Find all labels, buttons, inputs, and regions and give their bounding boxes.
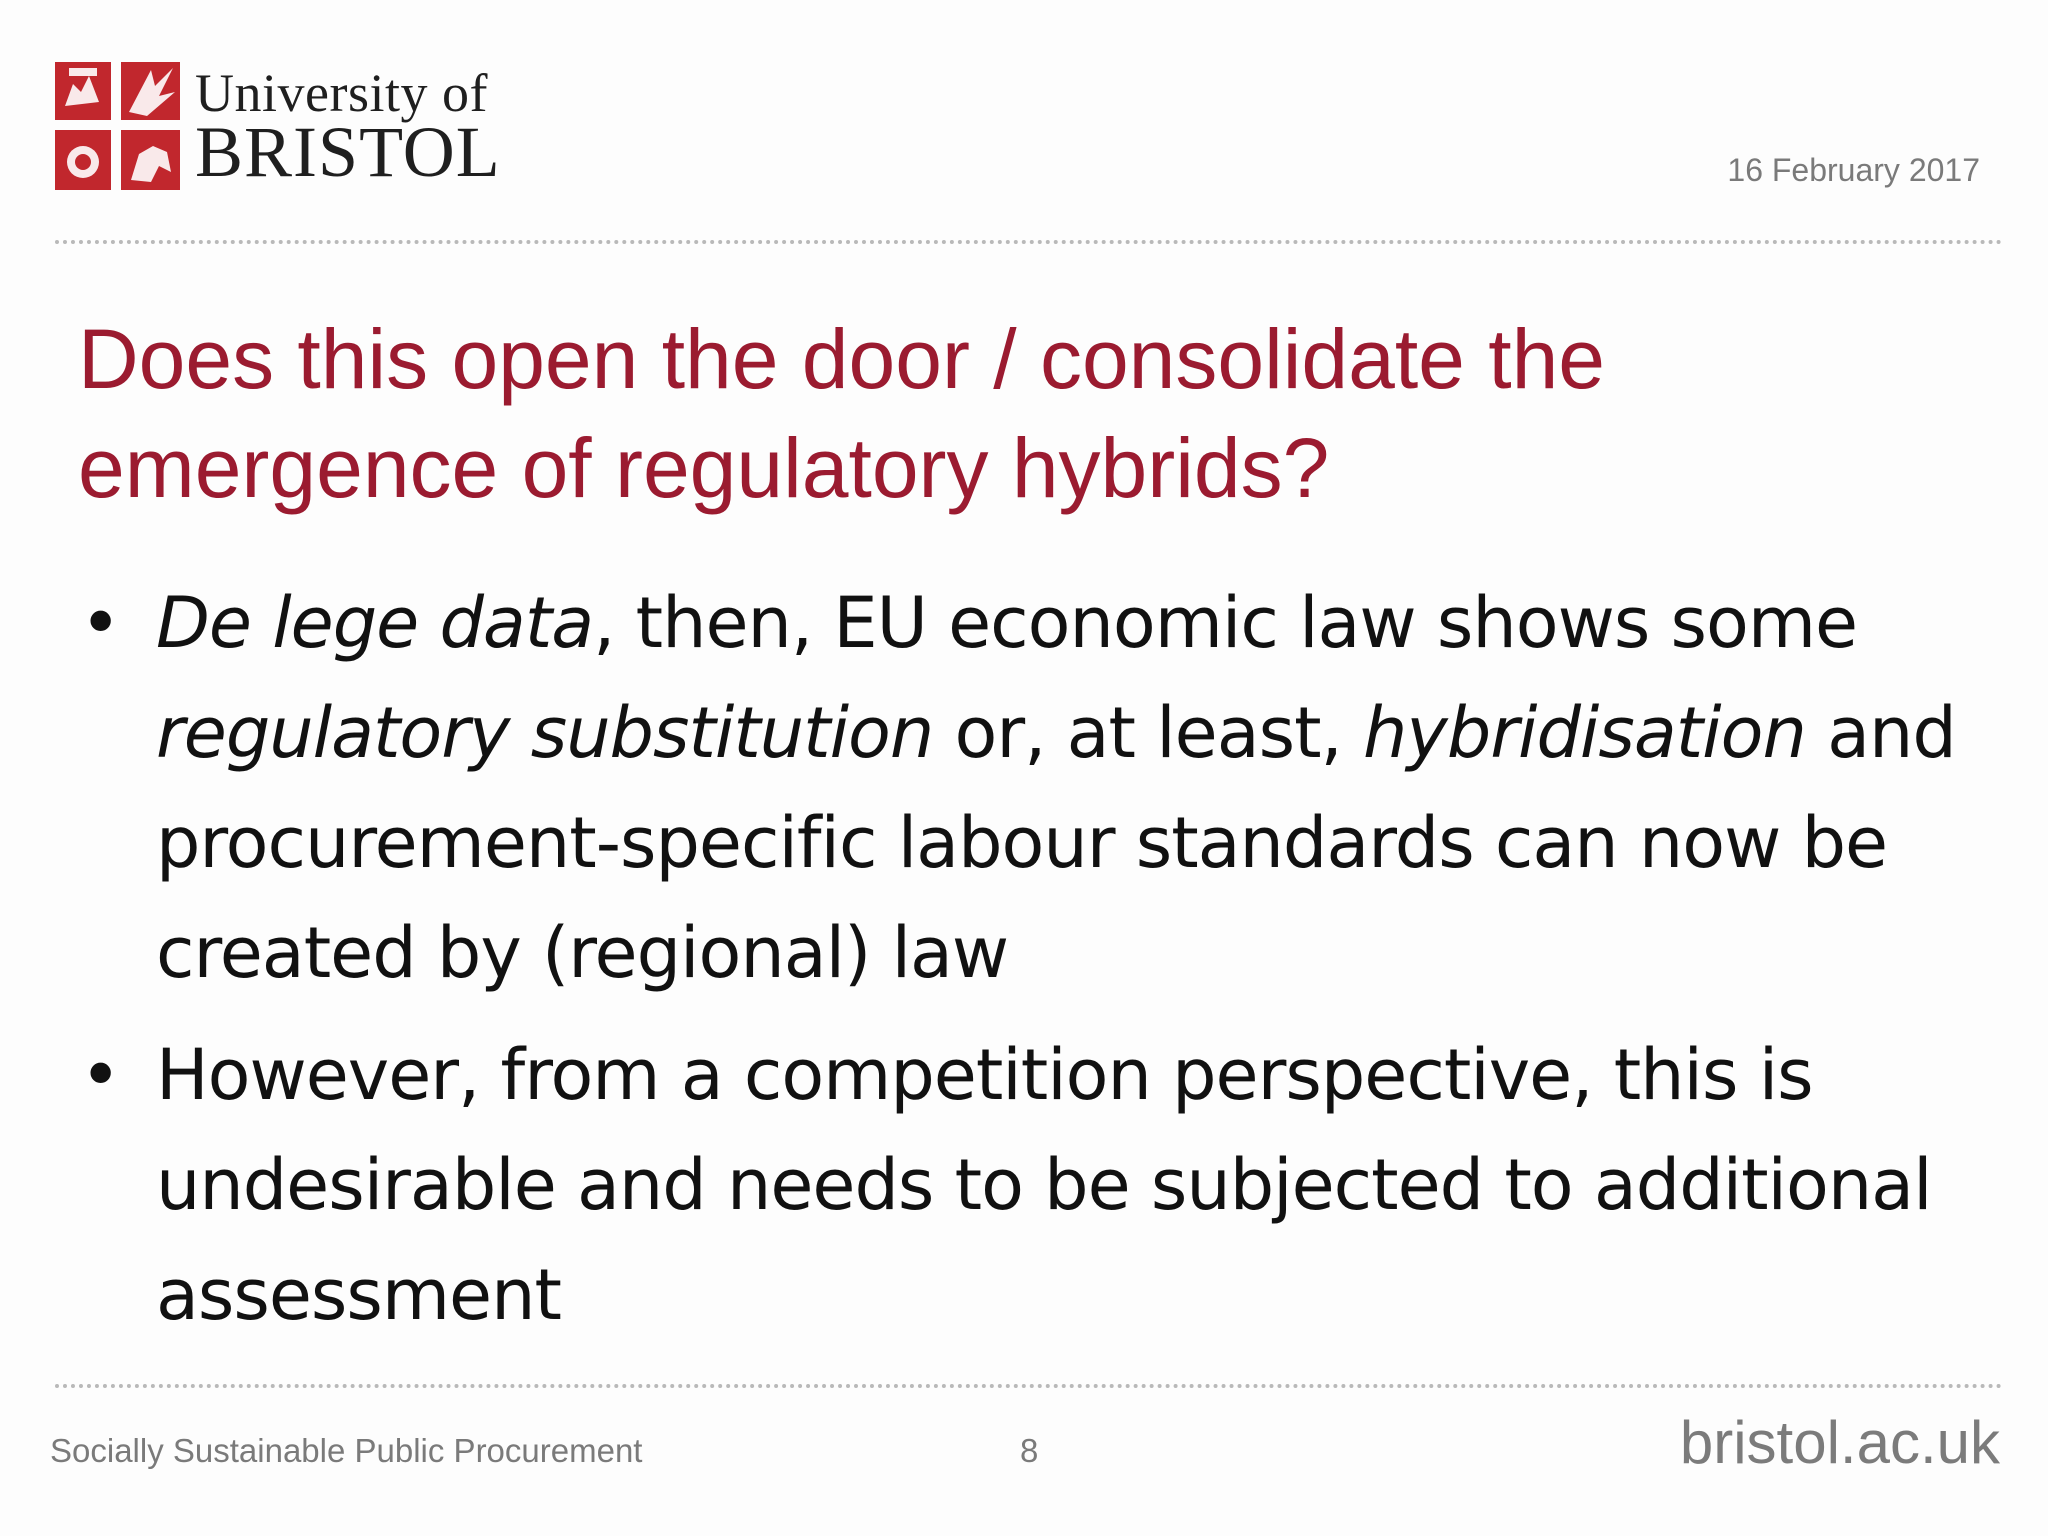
title-line-2: emergence of regulatory hybrids? xyxy=(78,421,1330,515)
logo-line-1: University of xyxy=(195,63,488,123)
bullet-item xyxy=(80,1020,2010,1350)
bottom-divider xyxy=(55,1384,2003,1388)
footer-website: bristol.ac.uk xyxy=(1679,1409,2000,1476)
bullet-list xyxy=(80,568,2010,1362)
bullet-text-run: hybridisation xyxy=(1363,692,1806,774)
title-line-1: Does this open the door / consolidate the xyxy=(78,312,1606,406)
bullet-text-run: However, from a competition perspective, this is undesirable and needs to be subjected to additional assessment xyxy=(156,1034,1932,1336)
bullet-text-run: or, at least, xyxy=(933,692,1364,774)
bullet-dot-icon: • xyxy=(80,1034,121,1116)
bullet-text-run: regulatory substitution xyxy=(156,692,934,774)
bullet-text-run: , then, EU economic law shows some xyxy=(593,582,1858,664)
bullet-item xyxy=(80,568,2010,1008)
bullet-text-run: De lege data xyxy=(156,582,594,664)
university-logo xyxy=(55,62,505,197)
page-number: 8 xyxy=(1020,1432,1039,1469)
bristol-crest-icon xyxy=(55,62,180,190)
logo-wordmark xyxy=(195,63,501,192)
slide-title xyxy=(78,305,1978,523)
footer-presentation-title: Socially Sustainable Public Procurement xyxy=(50,1432,643,1469)
top-divider xyxy=(55,240,2003,244)
bullet-dot-icon: • xyxy=(80,582,121,664)
bullet-text-run: and procurement-specific labour standards can now be created by (regional) law xyxy=(156,692,1956,994)
slide-date: 16 February 2017 xyxy=(1727,152,1980,188)
logo-line-2: BRISTOL xyxy=(195,112,501,192)
